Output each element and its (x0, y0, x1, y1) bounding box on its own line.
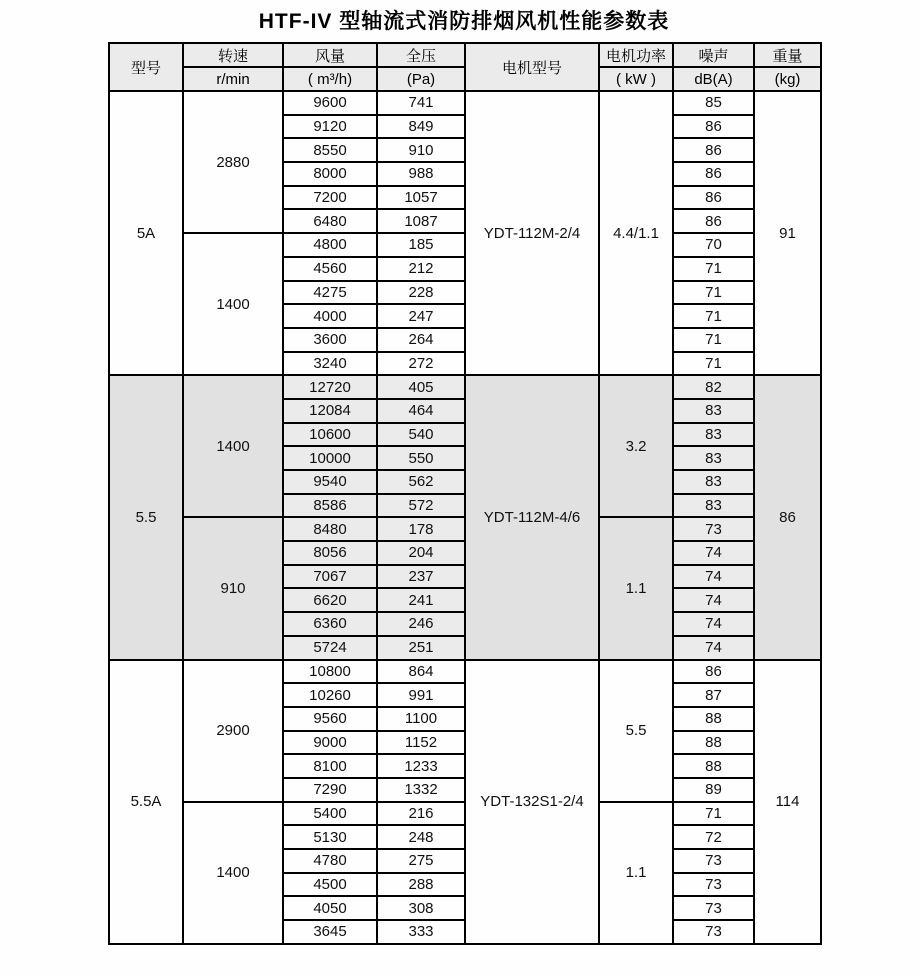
table-body (109, 91, 821, 944)
pressure-cell: 550 (377, 446, 465, 470)
flow-cell: 7200 (283, 186, 377, 210)
noise-cell: 86 (673, 209, 754, 233)
pressure-cell: 464 (377, 399, 465, 423)
header-model: 型号 (109, 43, 183, 91)
pressure-cell: 251 (377, 636, 465, 660)
noise-cell: 74 (673, 565, 754, 589)
header-row-1 (109, 43, 821, 67)
table-header (109, 43, 821, 91)
flow-cell: 4500 (283, 873, 377, 897)
flow-cell: 7290 (283, 778, 377, 802)
noise-cell: 71 (673, 802, 754, 826)
noise-cell: 71 (673, 304, 754, 328)
header-motor: 电机型号 (465, 43, 599, 91)
model-cell: 5.5 (109, 375, 183, 659)
power-cell: 4.4/1.1 (599, 91, 673, 375)
header-pressure: 全压 (377, 43, 465, 67)
pressure-cell: 333 (377, 920, 465, 944)
header-speed-unit: r/min (183, 67, 283, 91)
speed-cell: 910 (183, 517, 283, 659)
flow-cell: 8056 (283, 541, 377, 565)
noise-cell: 87 (673, 683, 754, 707)
pressure-cell: 216 (377, 802, 465, 826)
page-title: HTF-IV 型轴流式消防排烟风机性能参数表 (258, 10, 670, 33)
flow-cell: 6360 (283, 612, 377, 636)
pressure-cell: 562 (377, 470, 465, 494)
noise-cell: 82 (673, 375, 754, 399)
weight-cell: 114 (754, 660, 821, 944)
noise-cell: 74 (673, 541, 754, 565)
pressure-cell: 1152 (377, 731, 465, 755)
pressure-cell: 540 (377, 423, 465, 447)
flow-cell: 7067 (283, 565, 377, 589)
model-cell: 5A (109, 91, 183, 375)
power-cell: 3.2 (599, 375, 673, 517)
noise-cell: 74 (673, 636, 754, 660)
noise-cell: 88 (673, 731, 754, 755)
flow-cell: 5130 (283, 825, 377, 849)
pressure-cell: 308 (377, 896, 465, 920)
flow-cell: 9560 (283, 707, 377, 731)
pressure-cell: 741 (377, 91, 465, 115)
motor-cell: YDT-132S1-2/4 (465, 660, 599, 944)
pressure-cell: 572 (377, 494, 465, 518)
table-row (109, 91, 821, 115)
pressure-cell: 1233 (377, 754, 465, 778)
noise-cell: 83 (673, 494, 754, 518)
noise-cell: 88 (673, 707, 754, 731)
header-power-unit: ( kW ) (599, 67, 673, 91)
noise-cell: 83 (673, 470, 754, 494)
pressure-cell: 988 (377, 162, 465, 186)
pressure-cell: 212 (377, 257, 465, 281)
flow-cell: 9600 (283, 91, 377, 115)
flow-cell: 8000 (283, 162, 377, 186)
noise-cell: 71 (673, 281, 754, 305)
noise-cell: 83 (673, 423, 754, 447)
noise-cell: 70 (673, 233, 754, 257)
header-flow-unit: ( m³/h) (283, 67, 377, 91)
noise-cell: 74 (673, 612, 754, 636)
pressure-cell: 1087 (377, 209, 465, 233)
flow-cell: 12720 (283, 375, 377, 399)
noise-cell: 73 (673, 873, 754, 897)
flow-cell: 4275 (283, 281, 377, 305)
flow-cell: 9540 (283, 470, 377, 494)
header-noise-unit: dB(A) (673, 67, 754, 91)
pressure-cell: 264 (377, 328, 465, 352)
model-cell: 5.5A (109, 660, 183, 944)
motor-cell: YDT-112M-2/4 (465, 91, 599, 375)
noise-cell: 86 (673, 138, 754, 162)
weight-cell: 91 (754, 91, 821, 375)
pressure-cell: 864 (377, 660, 465, 684)
noise-cell: 86 (673, 115, 754, 139)
header-pressure-unit: (Pa) (377, 67, 465, 91)
pressure-cell: 228 (377, 281, 465, 305)
flow-cell: 4780 (283, 849, 377, 873)
speed-cell: 1400 (183, 802, 283, 944)
flow-cell: 10600 (283, 423, 377, 447)
pressure-cell: 1332 (377, 778, 465, 802)
header-weight-unit: (kg) (754, 67, 821, 91)
noise-cell: 72 (673, 825, 754, 849)
speed-cell: 2900 (183, 660, 283, 802)
noise-cell: 71 (673, 328, 754, 352)
pressure-cell: 1100 (377, 707, 465, 731)
noise-cell: 88 (673, 754, 754, 778)
flow-cell: 6480 (283, 209, 377, 233)
flow-cell: 4800 (283, 233, 377, 257)
flow-cell: 10260 (283, 683, 377, 707)
flow-cell: 8550 (283, 138, 377, 162)
flow-cell: 4000 (283, 304, 377, 328)
flow-cell: 10800 (283, 660, 377, 684)
pressure-cell: 405 (377, 375, 465, 399)
flow-cell: 8480 (283, 517, 377, 541)
noise-cell: 73 (673, 920, 754, 944)
flow-cell: 3240 (283, 352, 377, 376)
noise-cell: 71 (673, 257, 754, 281)
noise-cell: 73 (673, 849, 754, 873)
motor-cell: YDT-112M-4/6 (465, 375, 599, 659)
noise-cell: 83 (673, 399, 754, 423)
table-row (109, 660, 821, 684)
flow-cell: 9120 (283, 115, 377, 139)
fan-performance-table (108, 42, 822, 945)
pressure-cell: 910 (377, 138, 465, 162)
flow-cell: 3600 (283, 328, 377, 352)
flow-cell: 8100 (283, 754, 377, 778)
header-flow: 风量 (283, 43, 377, 67)
noise-cell: 74 (673, 588, 754, 612)
pressure-cell: 246 (377, 612, 465, 636)
noise-cell: 86 (673, 162, 754, 186)
flow-cell: 8586 (283, 494, 377, 518)
pressure-cell: 241 (377, 588, 465, 612)
noise-cell: 73 (673, 517, 754, 541)
flow-cell: 9000 (283, 731, 377, 755)
pressure-cell: 178 (377, 517, 465, 541)
header-noise: 噪声 (673, 43, 754, 67)
pressure-cell: 272 (377, 352, 465, 376)
flow-cell: 10000 (283, 446, 377, 470)
pressure-cell: 185 (377, 233, 465, 257)
pressure-cell: 849 (377, 115, 465, 139)
header-weight: 重量 (754, 43, 821, 67)
speed-cell: 2880 (183, 91, 283, 233)
pressure-cell: 288 (377, 873, 465, 897)
table-row (109, 375, 821, 399)
power-cell: 1.1 (599, 517, 673, 659)
pressure-cell: 275 (377, 849, 465, 873)
pressure-cell: 248 (377, 825, 465, 849)
speed-cell: 1400 (183, 233, 283, 375)
noise-cell: 83 (673, 446, 754, 470)
flow-cell: 6620 (283, 588, 377, 612)
flow-cell: 4050 (283, 896, 377, 920)
weight-cell: 86 (754, 375, 821, 659)
power-cell: 1.1 (599, 802, 673, 944)
pressure-cell: 991 (377, 683, 465, 707)
noise-cell: 85 (673, 91, 754, 115)
flow-cell: 4560 (283, 257, 377, 281)
pressure-cell: 1057 (377, 186, 465, 210)
noise-cell: 89 (673, 778, 754, 802)
flow-cell: 5400 (283, 802, 377, 826)
pressure-cell: 204 (377, 541, 465, 565)
power-cell: 5.5 (599, 660, 673, 802)
noise-cell: 86 (673, 186, 754, 210)
noise-cell: 86 (673, 660, 754, 684)
flow-cell: 5724 (283, 636, 377, 660)
flow-cell: 3645 (283, 920, 377, 944)
noise-cell: 71 (673, 352, 754, 376)
header-speed: 转速 (183, 43, 283, 67)
header-power: 电机功率 (599, 43, 673, 67)
pressure-cell: 247 (377, 304, 465, 328)
noise-cell: 73 (673, 896, 754, 920)
speed-cell: 1400 (183, 375, 283, 517)
flow-cell: 12084 (283, 399, 377, 423)
pressure-cell: 237 (377, 565, 465, 589)
